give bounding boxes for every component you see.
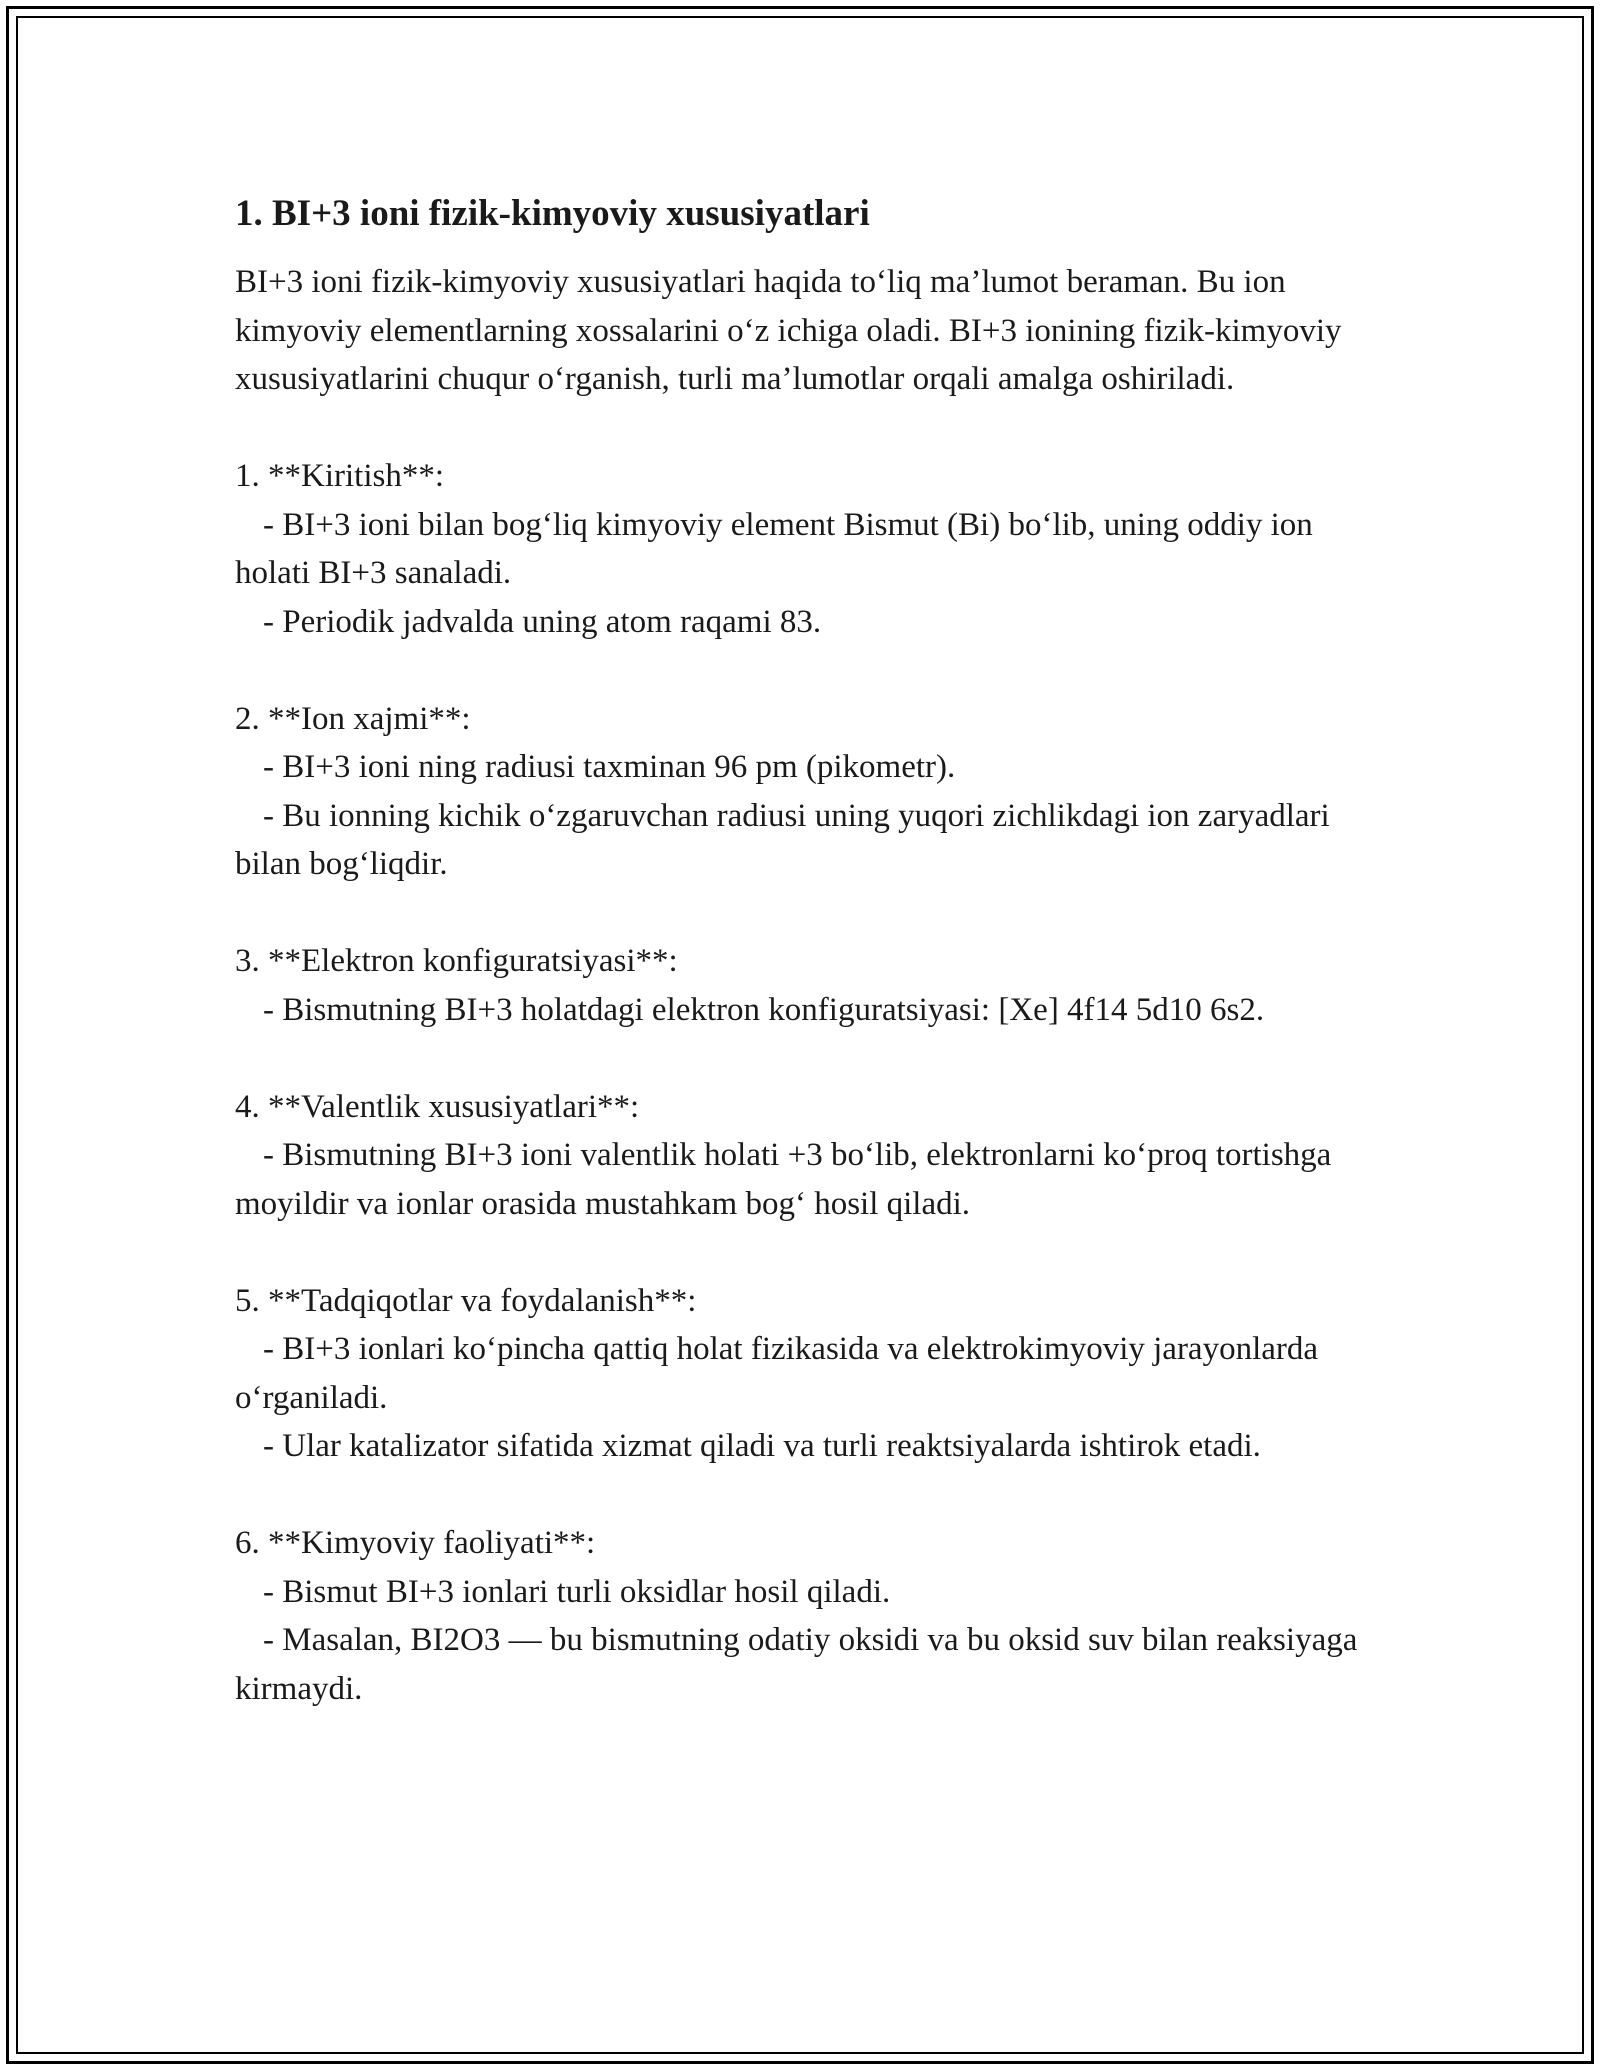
section-bullet: - Bismut BI+3 ionlari turli oksidlar hosil qiladi. (263, 1573, 891, 1610)
section-heading: 1. **Kiritish**: (235, 458, 445, 494)
section-heading: 3. **Elektron konfiguratsiyasi**: (235, 943, 678, 979)
section-heading: 2. **Ion xajmi**: (235, 700, 471, 737)
section-heading: 5. **Tadqiqotlar va foydalanish**: (235, 1282, 697, 1319)
section-heading: 4. **Valentlik xususiyatlari**: (235, 1088, 640, 1125)
section-ion-xajmi (235, 695, 1375, 889)
section-valentlik-xususiyatlari (235, 1083, 1375, 1229)
section-bullet: - Periodik jadvalda uning atom raqami 83. (263, 603, 822, 640)
section-kiritish (235, 452, 1375, 646)
section-elektron-konfiguratsiyasi (235, 937, 1375, 1034)
section-tadqiqotlar (235, 1277, 1375, 1471)
section-bullet: - Bismutning BI+3 ioni valentlik holati +3 bo‘lib, elektronlarni ko‘proq tortishga moyildir va ionlar orasida mustahkam bog‘ hosil qiladi. (235, 1137, 1332, 1222)
section-kimyoviy-faoliyati (235, 1519, 1375, 1713)
section-bullet: - BI+3 ioni bilan bog‘liq kimyoviy element Bismut (Bi) bo‘lib, uning oddiy ion holati BI+3 sanaladi. (235, 506, 1313, 591)
section-bullet: - Ular katalizator sifatida xizmat qiladi va turli reaktsiyalarda ishtirok etadi. (263, 1428, 1261, 1464)
intro-paragraph: BI+3 ioni fizik-kimyoviy xususiyatlari haqida to‘liq ma’lumot beraman. Bu ion kimyoviy elementlarning xossalarini o‘z ichiga oladi. BI+3 ionining fizik-kimyoviy xususiyatlarini chuqur o‘rganish, turli ma’lumotlar orqali amalga oshiriladi. (235, 264, 1342, 397)
section-bullet: - Bu ionning kichik o‘zgaruvchan radiusi uning yuqori zichlikdagi ion zaryadlari bilan bog‘liqdir. (235, 797, 1330, 882)
section-bullet: - Masalan, BI2O3 — bu bismutning odatiy oksidi va bu oksid suv bilan reaksiyaga kirmaydi. (235, 1622, 1358, 1707)
section-heading: 6. **Kimyoviy faoliyati**: (235, 1525, 596, 1561)
document-title: 1. BI+3 ioni fizik-kimyoviy xususiyatlari (235, 193, 870, 234)
section-bullet: - BI+3 ioni ning radiusi taxminan 96 pm (pikometr). (263, 749, 956, 785)
document-body (235, 188, 1375, 1713)
section-bullet: - BI+3 ionlari ko‘pincha qattiq holat fizikasida va elektrokimyoviy jarayonlarda o‘rganiladi. (235, 1331, 1319, 1416)
section-bullet: - Bismutning BI+3 holatdagi elektron konfiguratsiyasi: [Xe] 4f14 5d10 6s2. (263, 991, 1265, 1028)
